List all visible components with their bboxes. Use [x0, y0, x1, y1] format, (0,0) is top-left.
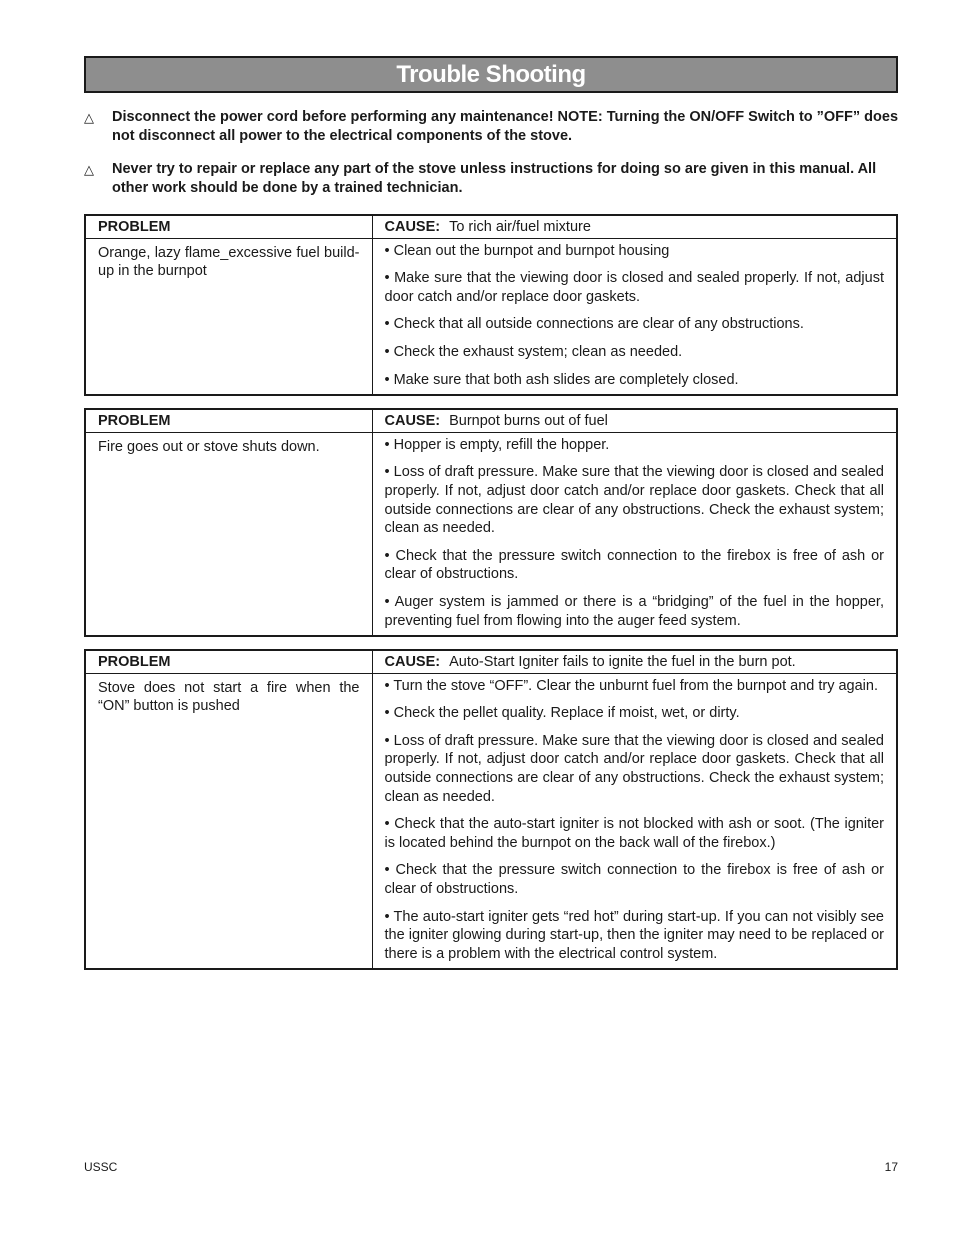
warning-item [84, 108, 900, 146]
troubleshooting-tables [84, 214, 898, 982]
cause-item: • Loss of draft pressure. Make sure that the viewing door is closed and sealed properly. If not, adjust door catch and/or replace door gaskets. Check that all outside connections are clear of any obstructions. Check the exhaust system; clean as needed. [384, 464, 884, 537]
cause-cell [372, 673, 897, 969]
cause-item: • Make sure that both ash slides are completely closed. [384, 371, 739, 388]
problem-text: Orange, lazy flame_excessive fuel build-up in the burnpot [98, 244, 360, 280]
table-row [85, 673, 897, 969]
warning-text: Never try to repair or replace any part of the stove unless instructions for doing so are given in this manual. All other work should be done by a trained technician. [112, 161, 877, 196]
page-title-bar [84, 56, 898, 93]
cause-title: Auto-Start Igniter fails to ignite the fuel in the burn pot. [449, 654, 796, 671]
page-number: 17 [884, 1160, 898, 1174]
cause-cell [372, 432, 897, 636]
warning-item [84, 160, 900, 198]
cause-title: Burnpot burns out of fuel [449, 413, 608, 430]
problem-label: PROBLEM [98, 413, 171, 430]
cause-label: CAUSE: [384, 654, 441, 671]
table-header-row [85, 409, 897, 432]
cause-item: • Check that all outside connections are clear of any obstructions. [384, 316, 804, 333]
cause-header [372, 650, 897, 673]
cause-item: • Check that the pressure switch connection to the firebox is free of ash or clear of obstructions. [384, 547, 884, 583]
cause-item: • The auto-start igniter gets “red hot” during start-up. If you can not visibly see the igniter glowing during start-up, then the igniter may need to be replaced or there is a problem with the electrical control system. [384, 908, 884, 962]
cause-item: • Check that the auto-start igniter is not blocked with ash or soot. (The igniter is located behind the burnpot on the back wall of the firebox.) [384, 816, 884, 851]
warning-text: Disconnect the power cord before performing any maintenance! NOTE: Turning the ON/OFF Switch to ”OFF” does not disconnect all power to the electrical components of the stove. [112, 109, 899, 144]
footer-brand: USSC [84, 1160, 118, 1174]
troubleshooting-table [84, 214, 898, 396]
problem-header [85, 650, 372, 673]
problem-text: Fire goes out or stove shuts down. [98, 438, 320, 455]
cause-item: • Check that the pressure switch connection to the firebox is free of ash or clear of obstructions. [384, 862, 884, 898]
cause-header [372, 409, 897, 432]
table-row [85, 432, 897, 636]
cause-header [372, 215, 897, 238]
problem-cell [85, 432, 372, 636]
problem-text: Stove does not start a fire when the “ON” button is pushed [98, 679, 360, 715]
cause-item: • Make sure that the viewing door is closed and sealed properly. If not, adjust door catch and/or replace door gaskets. [384, 270, 884, 305]
problem-cell [85, 673, 372, 969]
problem-label: PROBLEM [98, 219, 171, 235]
table-row [85, 238, 897, 395]
cause-title: To rich air/fuel mixture [449, 219, 591, 235]
table-header-row [85, 215, 897, 238]
cause-label: CAUSE: [384, 413, 441, 430]
cause-item: • Check the pellet quality. Replace if moist, wet, or dirty. [384, 705, 740, 722]
cause-label: CAUSE: [384, 219, 441, 235]
problem-header [85, 215, 372, 238]
cause-cell [372, 238, 897, 395]
cause-item: • Check the exhaust system; clean as needed. [384, 343, 683, 360]
cause-item: • Turn the stove “OFF”. Clear the unburnt fuel from the burnpot and try again. [384, 677, 878, 694]
warning-triangle-icon: △ [84, 110, 94, 125]
cause-item: • Auger system is jammed or there is a “bridging” of the fuel in the hopper, preventing fuel from flowing into the auger feed system. [384, 593, 884, 629]
troubleshooting-table [84, 649, 898, 970]
warning-triangle-icon: △ [84, 162, 94, 177]
problem-header [85, 409, 372, 432]
page-title: Trouble Shooting [396, 60, 586, 88]
cause-item: • Clean out the burnpot and burnpot housing [384, 242, 670, 259]
cause-item: • Hopper is empty, refill the hopper. [384, 436, 610, 453]
table-header-row [85, 650, 897, 673]
problem-label: PROBLEM [98, 654, 171, 671]
warnings-section [84, 108, 900, 212]
cause-item: • Loss of draft pressure. Make sure that the viewing door is closed and sealed properly. If not, adjust door catch and/or replace door gaskets. Check that all outside connections are clear of any obstructions. Check the exhaust system; clean as needed. [384, 732, 884, 805]
problem-cell [85, 238, 372, 395]
troubleshooting-table [84, 408, 898, 637]
